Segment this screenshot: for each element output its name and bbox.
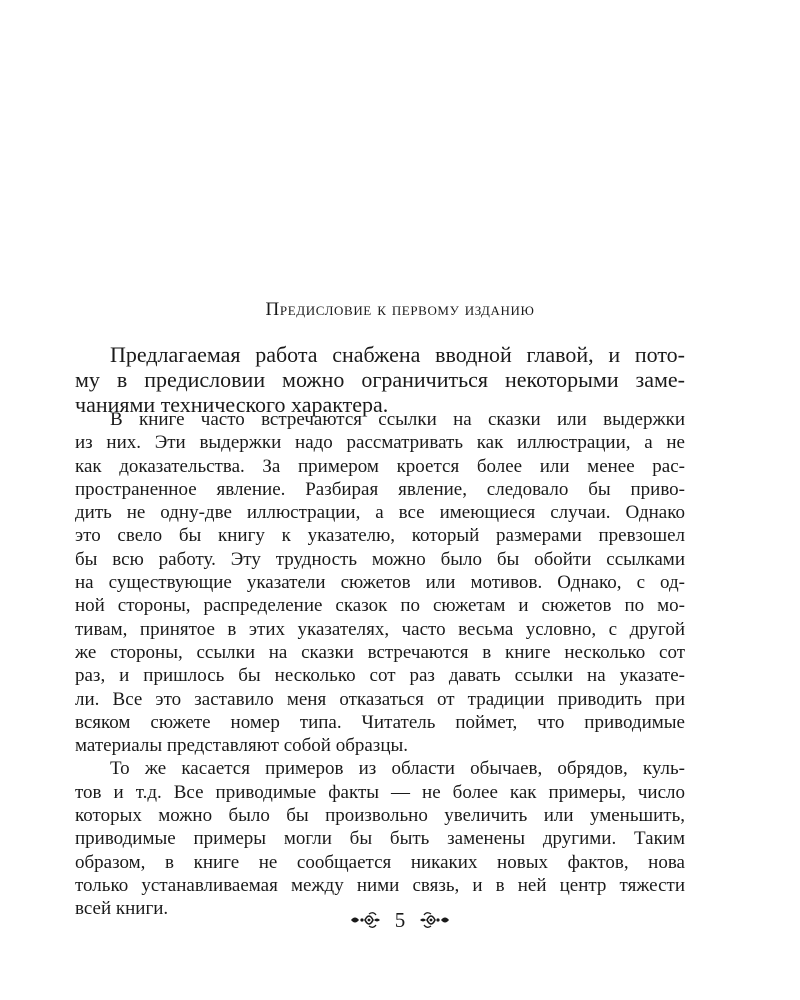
ornament-icon [419, 910, 451, 930]
text-line: которых можно было бы произвольно увеличить или уменьшить, [75, 805, 685, 827]
main-text [75, 408, 685, 921]
text-line: дить не одну-две иллюстрации, а все имеющиеся случаи. Однако [75, 502, 685, 524]
text-line: ли. Все это заставило меня отказаться от традиции приводить при [75, 688, 685, 710]
paragraph-1 [75, 342, 685, 417]
text-line: как доказательства. За примером кроется более или менее рас- [75, 455, 685, 477]
text-line: материалы представляют собой образцы. [75, 735, 409, 757]
text-line: только устанавливаемая между ними связь, и в ней центр тяжести [75, 874, 685, 896]
text-line: приводимые примеры могли бы быть заменены другими. Таким [75, 828, 685, 850]
paragraph-2 [75, 408, 685, 757]
text-line: это свело бы книгу к указателю, который размерами превзошел [75, 525, 685, 547]
text-line: му в предисловии можно ограничиться некоторыми заме- [75, 367, 685, 392]
text-line: бы всю работу. Эту трудность можно было бы обойти ссылками [75, 548, 685, 570]
text-line: из них. Эти выдержки надо рассматривать как иллюстрации, а не [75, 432, 685, 454]
text-line: всей книги. [75, 898, 169, 920]
page-footer [0, 905, 800, 935]
paragraph-3 [75, 757, 685, 920]
text-line: всяком сюжете номер типа. Читатель поймет, что приводимые [75, 711, 685, 733]
chapter-heading: Предисловие к первому изданию [265, 299, 535, 320]
text-line: ной стороны, распределение сказок по сюжетам и сюжетов по мо- [75, 595, 685, 617]
text-line: образом, в книге не сообщается никаких новых фактов, нова [75, 851, 685, 873]
text-line: же стороны, ссылки на сказки встречаются в книге несколько сот [75, 641, 685, 663]
text-line: тивам, принятое в этих указателях, часто весьма условно, с другой [75, 618, 685, 640]
text-line: Предлагаемая работа снабжена вводной главой, и пото- [110, 342, 685, 367]
text-line: То же касается примеров из области обычаев, обрядов, куль- [110, 758, 685, 780]
text-line: раз, и пришлось бы несколько сот раз давать ссылки на указате- [75, 665, 685, 687]
text-line: В книге часто встречаются ссылки на сказки или выдержки [110, 409, 685, 430]
text-line: пространенное явление. Разбирая явление, следовало бы приво- [75, 478, 685, 500]
text-line: чаниями технического характера. [75, 392, 389, 417]
ornament-icon [349, 910, 381, 930]
text-line: тов и т.д. Все приводимые факты — не более как примеры, число [75, 781, 685, 803]
page-number: 5 [394, 907, 406, 932]
text-line: на существующие указатели сюжетов или мотивов. Однако, с од- [75, 572, 685, 594]
